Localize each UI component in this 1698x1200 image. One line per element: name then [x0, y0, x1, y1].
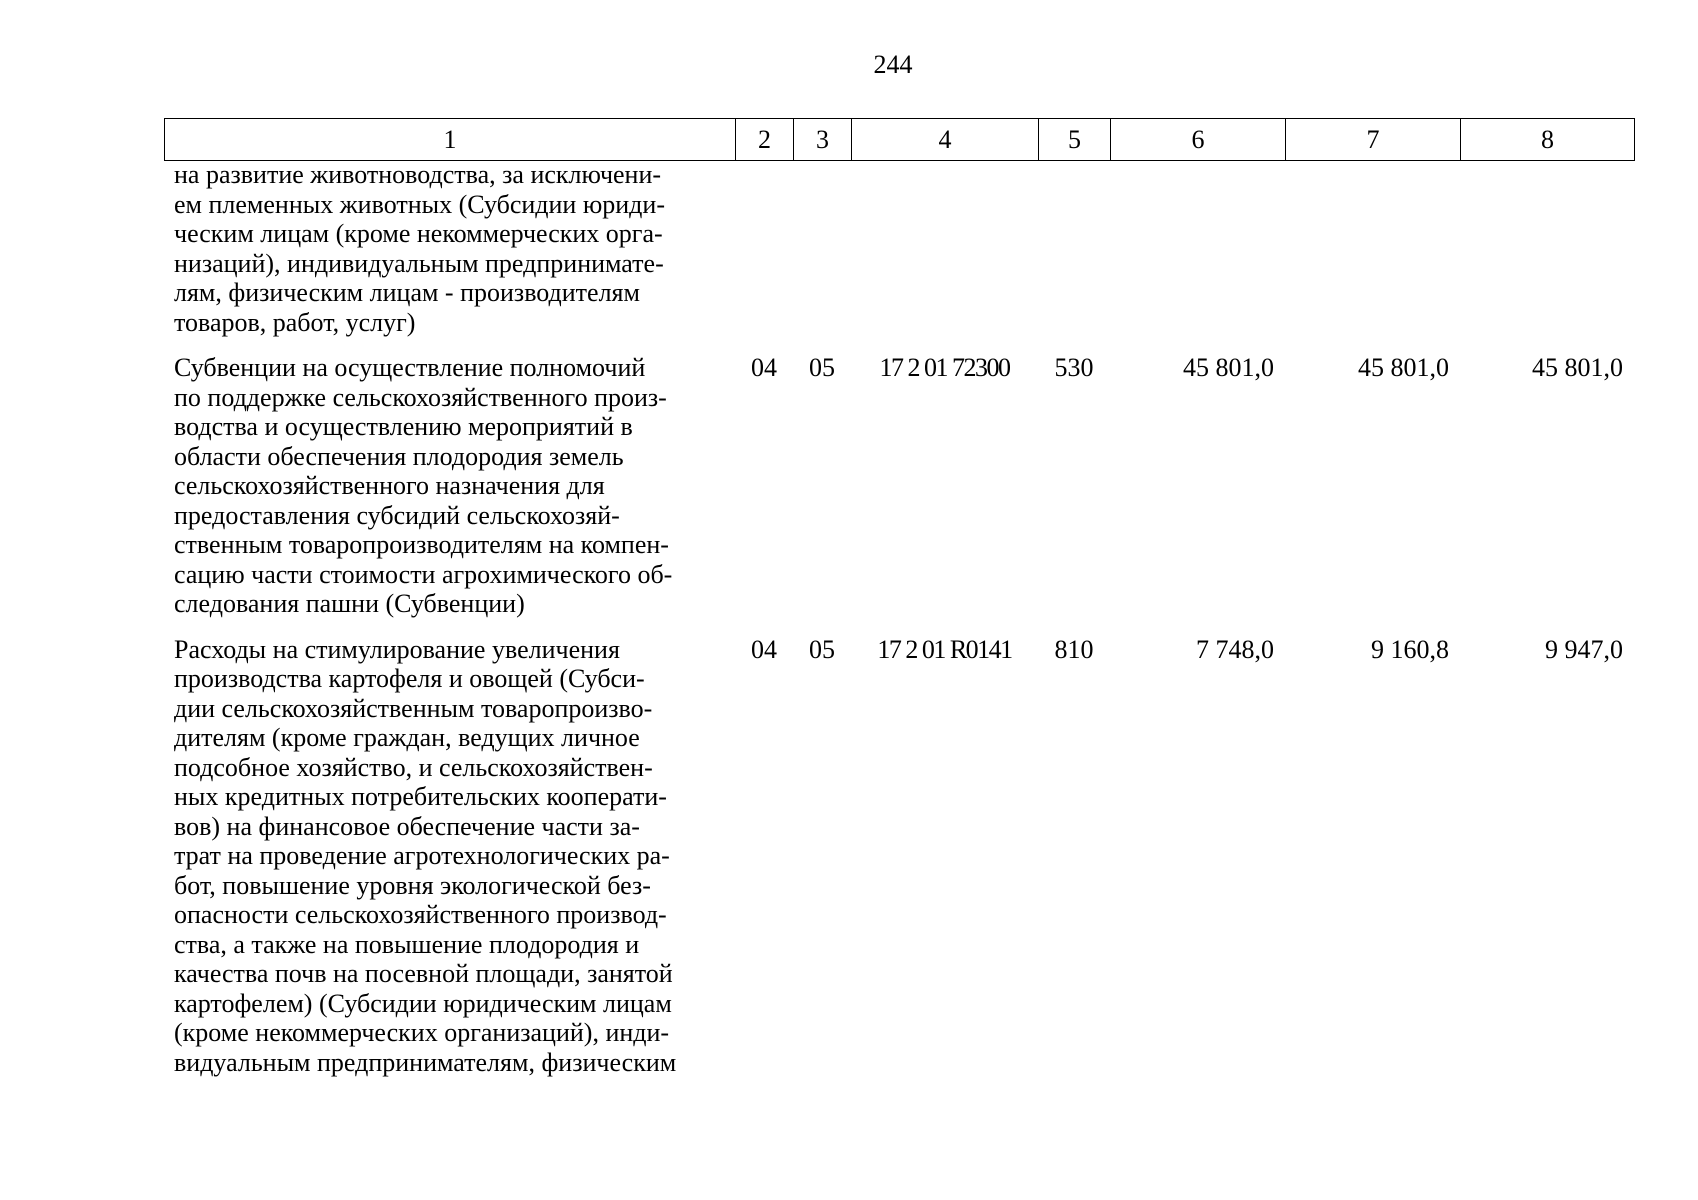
row-amount-col8: 45 801,0 [1532, 353, 1623, 382]
column-header-table [164, 118, 1635, 161]
row-amount-col8: 9 947,0 [1545, 634, 1623, 664]
row-amount-col7: 9 160,8 [1371, 634, 1449, 664]
row-subsection: 05 [809, 353, 835, 382]
row-amount-col7: 45 801,0 [1358, 353, 1449, 382]
header-cell-7: 7 [1286, 119, 1461, 161]
row-section: 04 [751, 353, 777, 382]
row-target-code: 17 2 01 72300 [879, 353, 1010, 382]
row-expense-type: 810 [1054, 634, 1094, 664]
row-target-code [851, 160, 1038, 345]
row-section: 04 [751, 634, 777, 664]
page-number: 244 [873, 50, 913, 79]
row-section [735, 160, 793, 345]
row-subsection: 05 [809, 634, 835, 664]
row-amount-col6 [1110, 160, 1285, 345]
header-row [165, 119, 1635, 161]
header-cell-6: 6 [1111, 119, 1286, 161]
row-name: Субвенции на осуществление полномочий по поддержке сельскохозяйственного произ- водства и осуществлению мероприятий в области обеспечения плодородия земель сельскохозяйственного назначения для предоставления субсидий сельскохозяй- ственным товаропроизводителям на компен- сацию части стоимости агрохимического об- следования пашни (Субвенции) [174, 353, 673, 618]
header-cell-4: 4 [852, 119, 1039, 161]
table-row [164, 345, 1634, 627]
row-name: на развитие животноводства, за исключени- ем племенных животных (Субсидии юриди- ческим лицам (кроме некоммерческих орга- низаций), индивидуальным предпринимате- лям, физическим лицам - производителям товаров, работ, услуг) [174, 160, 665, 337]
row-name: Расходы на стимулирование увеличения производства картофеля и овощей (Субси- дии сельскохозяйственным товаропроизво- дителям (кроме граждан, ведущих личное подсобное хозяйство, и сельскохозяйствен- ных кредитных потребительских кооперати- вов) на финансовое обеспечение части за- трат на проведение агротехнологических ра- бот, повышение уровня экологической без- опасности сельскохозяйственного производ- ства, а также на повышение плодородия и качества почв на посевной площади, занятой картофелем) (Субсидии юридическим лицам (кроме некоммерческих организаций), инди- видуальным предпринимателям, физическим [174, 634, 677, 1077]
row-subsection [793, 160, 851, 345]
row-amount-col8 [1460, 160, 1634, 345]
row-expense-type: 530 [1054, 353, 1094, 382]
budget-table-body [164, 160, 1634, 1085]
row-amount-col6: 45 801,0 [1183, 353, 1274, 382]
row-target-code: 17 2 01 R0141 [877, 634, 1012, 664]
row-amount-col6: 7 748,0 [1196, 634, 1274, 664]
header-cell-5: 5 [1039, 119, 1111, 161]
header-cell-2: 2 [736, 119, 794, 161]
table-row [164, 627, 1634, 1086]
header-cell-1: 1 [165, 119, 736, 161]
row-expense-type [1038, 160, 1110, 345]
header-cell-8: 8 [1461, 119, 1635, 161]
header-cell-3: 3 [794, 119, 852, 161]
row-amount-col7 [1285, 160, 1460, 345]
table-row [164, 160, 1634, 345]
